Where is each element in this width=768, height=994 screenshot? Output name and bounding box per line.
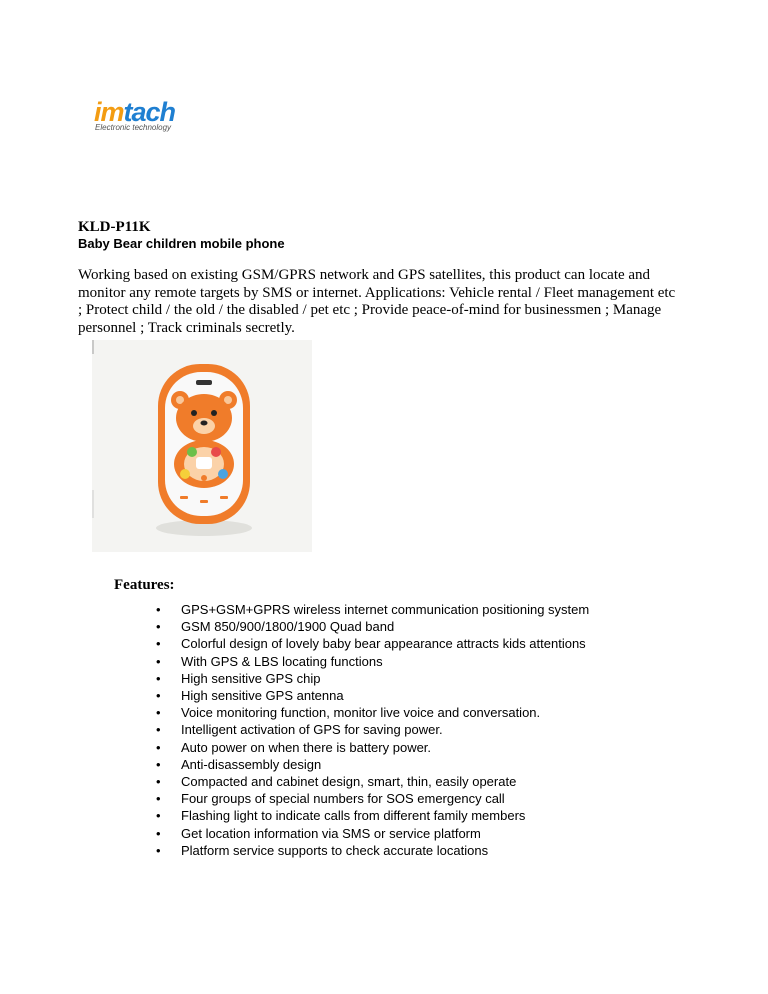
feature-item: • GSM 850/900/1800/1900 Quad band [150, 618, 589, 635]
features-heading: Features: [114, 577, 175, 593]
product-model: KLD-P11K [78, 219, 151, 235]
feature-item: • GPS+GSM+GPRS wireless internet communication positioning system [150, 601, 589, 618]
baby-bear-phone-icon [92, 340, 312, 552]
product-name: Baby Bear children mobile phone [78, 236, 285, 251]
logo-tagline: Electronic technology [95, 123, 172, 132]
feature-item: • Auto power on when there is battery power. [150, 739, 589, 756]
feature-item: • Platform service supports to check accurate locations [150, 842, 589, 859]
product-photo [92, 340, 312, 552]
feature-item: • Intelligent activation of GPS for saving power. [150, 721, 589, 738]
feature-item: • High sensitive GPS chip [150, 670, 589, 687]
feature-item: • Colorful design of lovely baby bear appearance attracts kids attentions [150, 635, 589, 652]
feature-item: • Voice monitoring function, monitor live voice and conversation. [150, 704, 589, 721]
feature-item: • Compacted and cabinet design, smart, thin, easily operate [150, 773, 589, 790]
feature-item: • High sensitive GPS antenna [150, 687, 589, 704]
feature-item: • Flashing light to indicate calls from different family members [150, 807, 589, 824]
feature-item: • Get location information via SMS or service platform [150, 825, 589, 842]
product-description: Working based on existing GSM/GPRS network and GPS satellites, this product can locate and monitor any remote targets by SMS or internet. Applications: Vehicle rental / Fleet management etc ; Protect child / the old / the disabled / pet etc ; Provide peace-of-mind for businessmen ; Manage personnel ; Track criminals secretly. [78, 267, 676, 336]
logo-wordmark: imtach [94, 97, 176, 127]
feature-item: • Anti-disassembly design [150, 756, 589, 773]
feature-item: • Four groups of special numbers for SOS emergency call [150, 790, 589, 807]
company-logo [94, 98, 204, 138]
feature-item: • With GPS & LBS locating functions [150, 653, 589, 670]
features-list [150, 601, 589, 859]
